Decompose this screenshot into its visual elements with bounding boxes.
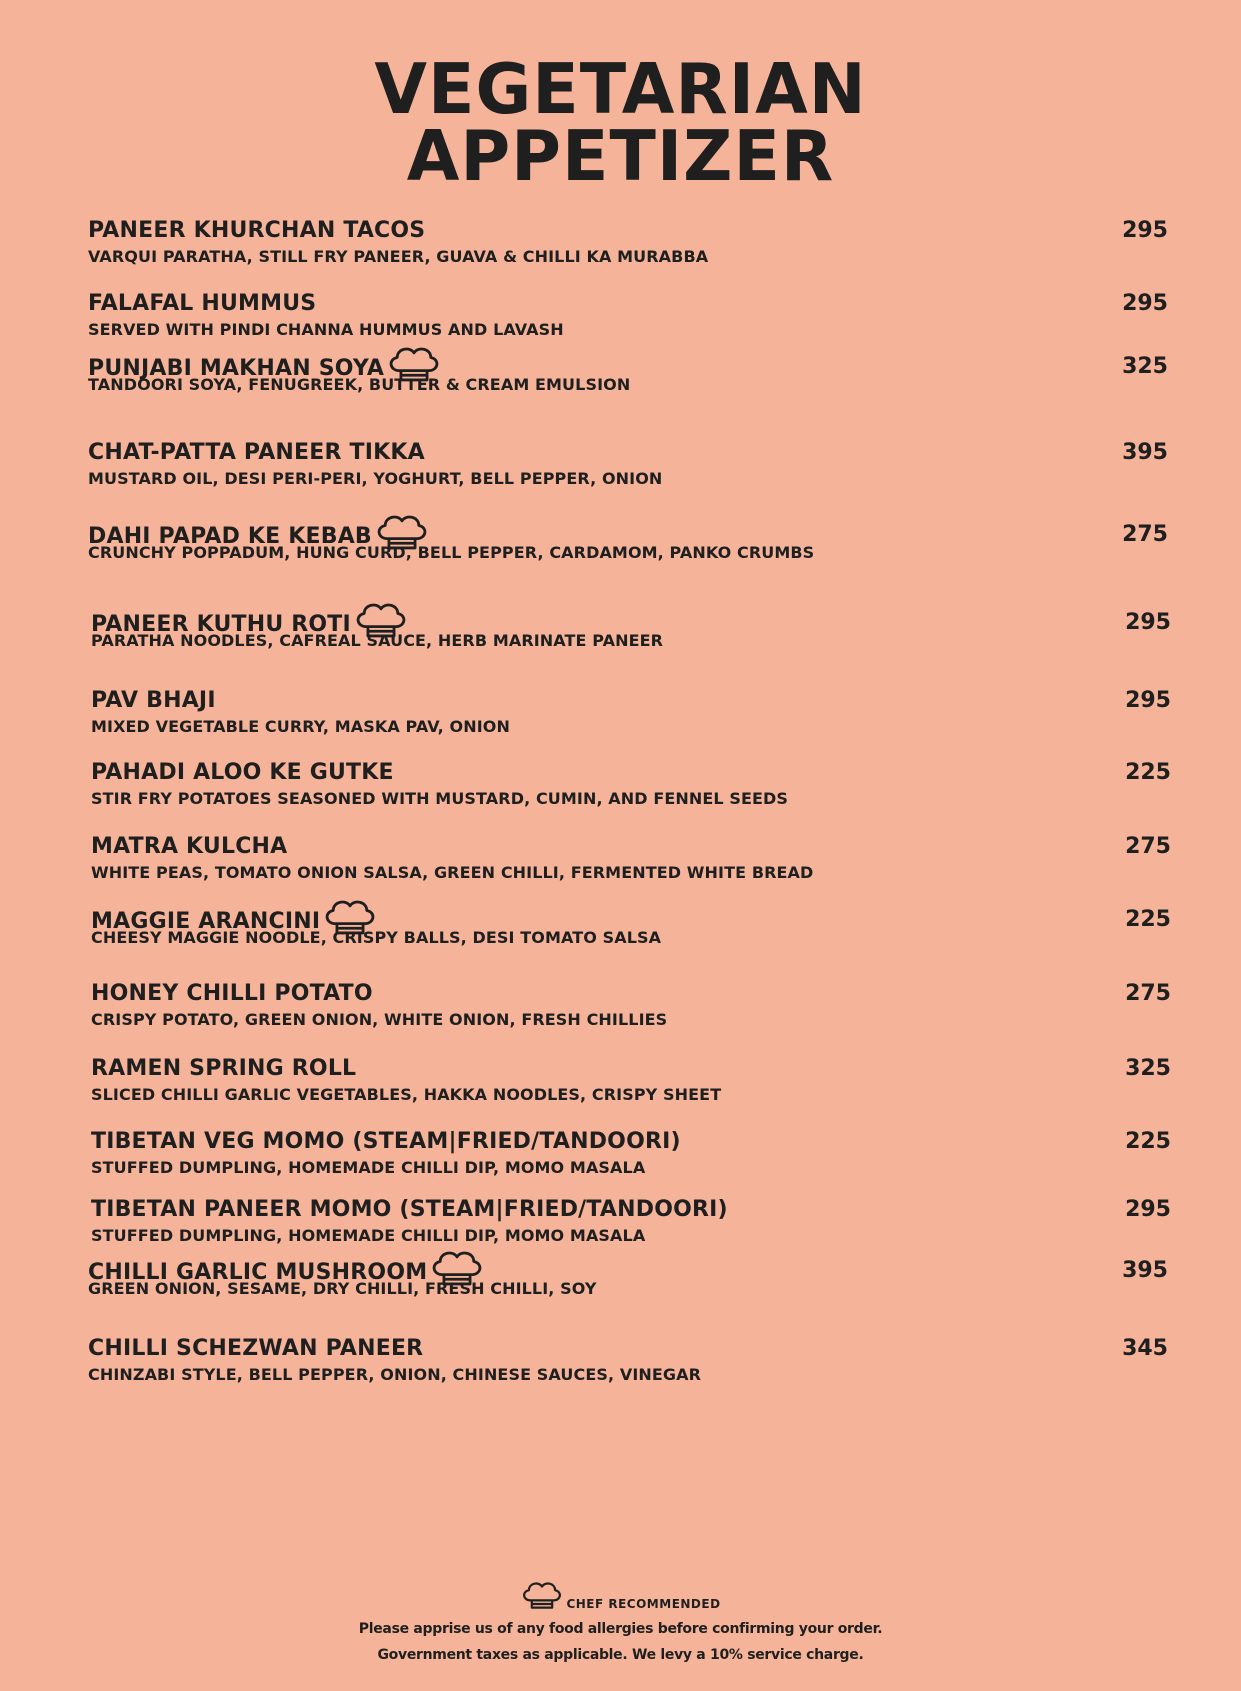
item-name-row xyxy=(88,218,1168,244)
item-price: 325 xyxy=(1125,1056,1171,1081)
item-name: PANEER KUTHU ROTI xyxy=(91,612,351,637)
chef-hat-icon xyxy=(374,512,430,554)
item-description: CHEESY MAGGIE NOODLE, CRISPY BALLS, DESI TOMATO SALSA xyxy=(91,928,662,947)
item-price: 225 xyxy=(1125,907,1171,932)
chef-hat-icon xyxy=(429,1248,485,1290)
item-description: TANDOORI SOYA, FENUGREEK, BUTTER & CREAM EMULSION xyxy=(88,375,631,394)
page-title xyxy=(0,49,1241,198)
menu-item xyxy=(88,1244,1168,1300)
footer xyxy=(0,1580,1241,1668)
menu-item xyxy=(88,1336,1168,1386)
item-price: 225 xyxy=(1125,1129,1171,1154)
menu-item xyxy=(91,596,1171,652)
item-price: 275 xyxy=(1125,981,1171,1006)
item-name: CHILLI SCHEZWAN PANEER xyxy=(88,1336,424,1361)
legend-label: CHEF RECOMMENDED xyxy=(566,1597,721,1611)
item-name: CHILLI GARLIC MUSHROOM xyxy=(88,1260,428,1285)
item-name-row xyxy=(91,1056,1171,1082)
item-description: STUFFED DUMPLING, HOMEMADE CHILLI DIP, MOMO MASALA xyxy=(91,1158,646,1177)
menu-item xyxy=(88,508,1168,564)
item-name: TIBETAN PANEER MOMO (STEAM|FRIED/TANDOORI) xyxy=(91,1197,728,1222)
item-price: 395 xyxy=(1122,440,1168,465)
item-description: MUSTARD OIL, DESI PERI-PERI, YOGHURT, BELL PEPPER, ONION xyxy=(88,469,663,488)
menu-item xyxy=(91,834,1171,884)
item-name-row xyxy=(88,440,1168,466)
item-description: VARQUI PARATHA, STILL FRY PANEER, GUAVA & CHILLI KA MURABBA xyxy=(88,247,709,266)
item-name: TIBETAN VEG MOMO (STEAM|FRIED/TANDOORI) xyxy=(91,1129,681,1154)
item-description: CRUNCHY POPPADUM, HUNG CURD, BELL PEPPER, CARDAMOM, PANKO CRUMBS xyxy=(88,543,815,562)
item-price: 225 xyxy=(1125,760,1171,785)
chef-hat-icon xyxy=(520,1580,564,1612)
item-description: GREEN ONION, SESAME, DRY CHILLI, FRESH CHILLI, SOY xyxy=(88,1279,597,1298)
menu-item xyxy=(88,291,1168,341)
item-name-row xyxy=(88,291,1168,317)
item-name-row xyxy=(91,688,1171,714)
item-name-row xyxy=(91,834,1171,860)
item-name-row xyxy=(91,1197,1171,1223)
item-price: 295 xyxy=(1122,291,1168,316)
item-price: 295 xyxy=(1125,1197,1171,1222)
item-description: STUFFED DUMPLING, HOMEMADE CHILLI DIP, MOMO MASALA xyxy=(91,1226,646,1245)
menu-item xyxy=(91,1197,1171,1247)
item-price: 345 xyxy=(1122,1336,1168,1361)
item-name: MAGGIE ARANCINI xyxy=(91,909,321,934)
item-price: 295 xyxy=(1125,610,1171,635)
item-price: 395 xyxy=(1122,1258,1168,1283)
item-price: 275 xyxy=(1122,522,1168,547)
item-description: SLICED CHILLI GARLIC VEGETABLES, HAKKA NOODLES, CRISPY SHEET xyxy=(91,1085,722,1104)
item-name: HONEY CHILLI POTATO xyxy=(91,981,373,1006)
menu-item xyxy=(91,1129,1171,1179)
allergy-note: Please apprise us of any food allergies before confirming your order. xyxy=(358,1621,883,1637)
item-name: PAV BHAJI xyxy=(91,688,216,713)
menu-item xyxy=(88,440,1168,490)
chef-hat-icon xyxy=(353,600,409,642)
item-name: MATRA KULCHA xyxy=(91,834,288,859)
item-name: CHAT-PATTA PANEER TIKKA xyxy=(88,440,425,465)
chef-recommended-legend xyxy=(520,1580,720,1612)
tax-note: Government taxes as applicable. We levy a 10% service charge. xyxy=(377,1647,864,1663)
chef-hat-icon xyxy=(322,897,378,939)
item-price: 295 xyxy=(1125,688,1171,713)
menu-item xyxy=(91,688,1171,738)
menu-item xyxy=(88,340,1168,396)
menu-item xyxy=(91,760,1171,810)
item-price: 275 xyxy=(1125,834,1171,859)
menu-item xyxy=(91,893,1171,949)
item-name-row xyxy=(91,760,1171,786)
item-description: PARATHA NOODLES, CAFREAL SAUCE, HERB MARINATE PANEER xyxy=(91,631,664,650)
item-name-row xyxy=(88,1336,1168,1362)
item-price: 325 xyxy=(1122,354,1168,379)
title-line-2: APPETIZER xyxy=(406,116,835,198)
item-name-row xyxy=(91,1129,1171,1155)
chef-hat-icon xyxy=(386,344,442,386)
item-description: WHITE PEAS, TOMATO ONION SALSA, GREEN CHILLI, FERMENTED WHITE BREAD xyxy=(91,863,814,882)
item-description: CRISPY POTATO, GREEN ONION, WHITE ONION, FRESH CHILLIES xyxy=(91,1010,668,1029)
item-name: DAHI PAPAD KE KEBAB xyxy=(88,524,372,549)
item-name: FALAFAL HUMMUS xyxy=(88,291,317,316)
item-description: MIXED VEGETABLE CURRY, MASKA PAV, ONION xyxy=(91,717,510,736)
item-description: STIR FRY POTATOES SEASONED WITH MUSTARD, CUMIN, AND FENNEL SEEDS xyxy=(91,789,789,808)
menu-item xyxy=(88,218,1168,268)
title-line-1: VEGETARIAN xyxy=(374,49,867,131)
item-name: PUNJABI MAKHAN SOYA xyxy=(88,356,385,381)
item-name: RAMEN SPRING ROLL xyxy=(91,1056,357,1081)
menu-item xyxy=(91,981,1171,1031)
item-description: SERVED WITH PINDI CHANNA HUMMUS AND LAVASH xyxy=(88,320,564,339)
item-name: PANEER KHURCHAN TACOS xyxy=(88,218,426,243)
item-price: 295 xyxy=(1122,218,1168,243)
item-name: PAHADI ALOO KE GUTKE xyxy=(91,760,394,785)
menu-item xyxy=(91,1056,1171,1106)
item-description: CHINZABI STYLE, BELL PEPPER, ONION, CHINESE SAUCES, VINEGAR xyxy=(88,1365,702,1384)
item-name-row xyxy=(91,981,1171,1007)
